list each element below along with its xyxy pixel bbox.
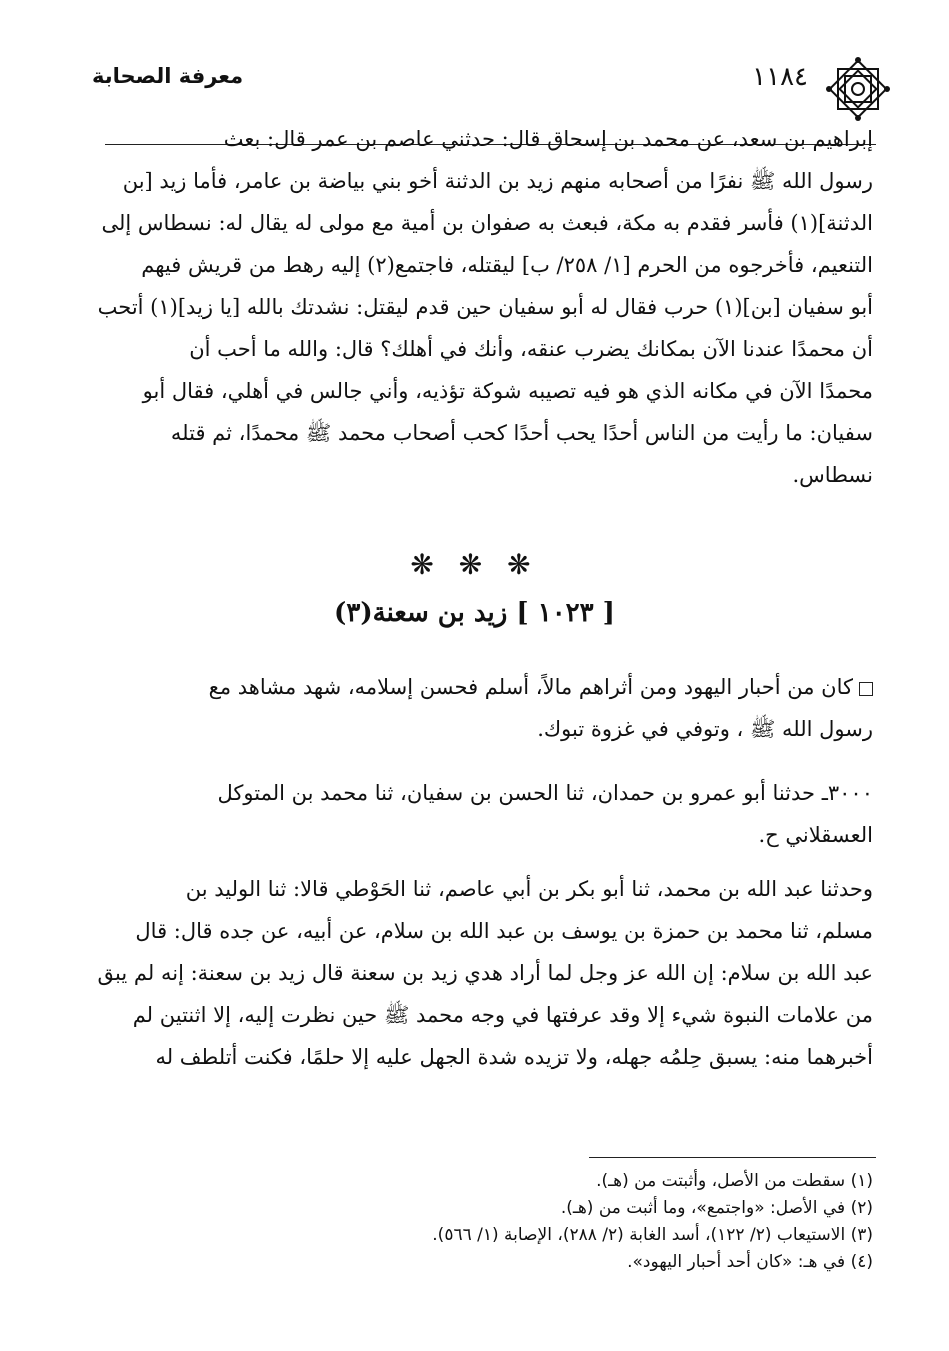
chain-paragraph [83,868,873,1078]
text-line: الدثنة](١) فأسر فقدم به مكة، فبعث به صفوان بن أمية مع مولى له يقال له: نسطاس إلى [101,211,873,235]
hadith-paragraph [83,772,873,856]
text-line: التنعيم، فأخرجوه من الحرم [١/ ٢٥٨/ ب] ليقتله، فاجتمع(٢) إليه رهط من قريش فيهم [141,253,873,277]
text-line: أن محمدًا عندنا الآن بمكانك يضرب عنقه، وأنك في أهلك؟ قال: والله ما أحب أن [189,337,873,361]
section-separator: ❋ ❋ ❋ [410,548,539,581]
text-line: إبراهيم بن سعد، عن محمد بن إسحاق قال: حدثني عاصم بن عمر قال: بعث [223,127,873,151]
footnote: (٢) في الأصل: «واجتمع»، وما أثبت من (هـ). [560,1198,873,1218]
square-bullet-icon [859,682,873,696]
text-line: محمدًا الآن في مكانه الذي هو فيه تصيبه شوكة تؤذيه، وأني جالس في أهلي، فقال أبو [142,379,873,403]
text-line: عبد الله بن سلام: إن الله عز وجل لما أراد هدي زيد بن سعنة قال زيد بن سعنة: إنه لم يبق [97,961,873,985]
page-number: ١١٨٤ [752,62,808,92]
text-line: رسول الله ﷺ نفرًا من أصحابه منهم زيد بن الدثنة أخو بني بياضة بن عامر، فأما زيد [بن [122,169,873,193]
intro-line-text: كان من أحبار اليهود ومن أثراهم مالاً، أسلم فحسن إسلامه، شهد مشاهد مع [208,675,853,699]
footnote: (٤) في هـ: «كان أحد أحبار اليهود». [627,1252,873,1272]
text-line: وحدثنا عبد الله بن محمد، ثنا أبو بكر بن أبي عاصم، ثنا الحَوْطي قالا: ثنا الوليد بن [185,877,873,901]
text-line: مسلم، ثنا محمد بن حمزة بن يوسف بن عبد الله بن سلام، عن أبيه، عن جده قال: قال [135,919,873,943]
text-line: أخبرهما منه: يسبق حِلمُه جهله، ولا تزيده شدة الجهل عليه إلا حلمًا، فكنت أتلطف له [155,1045,873,1069]
text-line [83,666,873,708]
entry-heading: [ ١٠٢٣ ] زيد بن سعنة(٣) [334,598,615,628]
text-line: رسول الله ﷺ ، وتوفي في غزوة تبوك. [537,717,873,741]
biography-intro [83,666,873,750]
narrative-paragraph [83,118,873,496]
running-title: معرفة الصحابة [92,64,244,88]
footnote: (١) سقطت من الأصل، وأثبتت من (هـ). [596,1171,873,1191]
text-line: نسطاس. [792,463,873,487]
text-line: سفيان: ما رأيت من الناس أحدًا يحب أحدًا كحب أصحاب محمد ﷺ محمدًا، ثم قتله [170,421,873,445]
footnote: (٣) الاستيعاب (٢/ ١٢٢)، أسد الغابة (٢/ ٢٨٨)، الإصابة (١/ ٥٦٦). [432,1225,873,1245]
octagram-ornament-icon [824,55,892,123]
footnotes [83,1168,873,1276]
footnote-rule [589,1157,876,1158]
text-line: العسقلاني ح. [758,823,873,847]
page-header [60,50,892,110]
text-line: أبو سفيان [بن](١) حرب فقال له أبو سفيان حين قدم ليقتل: نشدتك بالله [يا زيد](١) أتحب [97,295,873,319]
text-line: من علامات النبوة شيء إلا وقد عرفتها في وجه محمد ﷺ حين نظرت إليه، إلا اثنتين لم [132,1003,873,1027]
text-line: ٣٠٠٠ـ حدثنا أبو عمرو بن حمدان، ثنا الحسن بن سفيان، ثنا محمد بن المتوكل [217,781,873,805]
